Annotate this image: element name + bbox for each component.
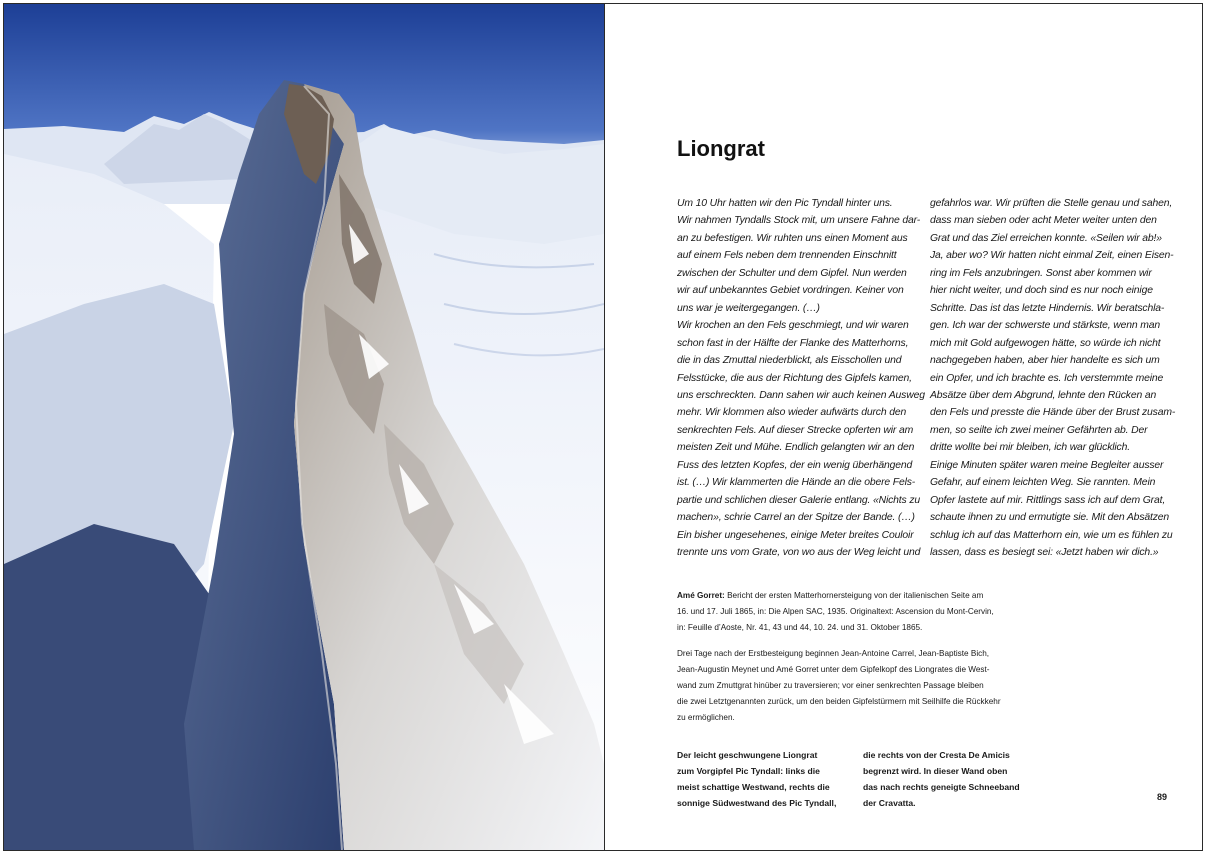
caption-line: das nach rechts geneigte Schneeband bbox=[863, 782, 1020, 792]
body-line: dritte wollte bei mir bleiben, ich war glücklich. bbox=[930, 442, 1130, 454]
body-line: uns erschreckten. Dann sahen wir auch keinen Ausweg bbox=[677, 389, 925, 401]
body-line: schon fast in der Hälfte der Flanke des Matterhorns, bbox=[677, 337, 909, 349]
body-line: trennte uns vom Grate, von wo aus der Weg leicht und bbox=[677, 547, 921, 559]
source-text: Bericht der ersten Matterhornersteigung von der italienischen Seite am bbox=[727, 591, 984, 600]
body-line: gefahrlos war. Wir prüften die Stelle genau und sahen, bbox=[930, 198, 1173, 209]
body-line: Gefahr, auf einem leichten Weg. Sie rannten. Mein bbox=[930, 477, 1156, 489]
body-line: die in das Zmuttal niederblickt, als Eisschollen und bbox=[677, 355, 902, 367]
caption-line: sonnige Südwestwand des Pic Tyndall, bbox=[677, 798, 837, 808]
context-note bbox=[677, 646, 1022, 726]
body-line: mehr. Wir klommen also wieder aufwärts durch den bbox=[677, 407, 907, 419]
chapter-title: Liongrat bbox=[677, 136, 765, 161]
caption-line: zum Vorgipfel Pic Tyndall: links die bbox=[677, 766, 820, 776]
body-line: Wir krochen an den Fels geschmiegt, und wir waren bbox=[677, 320, 909, 332]
body-line: dass man sieben oder acht Meter weiter unten den bbox=[930, 215, 1157, 227]
caption-line: meist schattige Westwand, rechts die bbox=[677, 782, 830, 792]
caption-line: Der leicht geschwungene Liongrat bbox=[677, 750, 818, 760]
source-author: Amé Gorret: bbox=[677, 591, 725, 600]
body-line: partie und schlichen dieser Galerie entlang. «Nichts zu bbox=[677, 494, 920, 506]
note-line: Jean-Augustin Meynet und Amé Gorret unter dem Gipfelkopf des Liongrates die West- bbox=[677, 665, 990, 674]
book-spread bbox=[3, 3, 1203, 851]
page-number: 89 bbox=[1157, 792, 1168, 802]
body-column-1 bbox=[677, 195, 925, 562]
body-line: lassen, dass es besiegt sei: «Jetzt haben wir dich.» bbox=[930, 547, 1159, 559]
body-line: nachgegeben haben, aber hier handelte es sich um bbox=[930, 355, 1160, 367]
body-line: Opfer lastete auf mir. Rittlings sass ich auf dem Grat, bbox=[930, 494, 1166, 506]
source-first-line bbox=[677, 588, 1022, 604]
body-line: meisten Zeit und Mühe. Endlich gelangten wir an den bbox=[677, 442, 915, 454]
body-line: schaute ihnen zu und ermutigte sie. Mit den Absätzen bbox=[930, 512, 1170, 524]
body-line: zwischen der Schulter und dem Gipfel. Nun werden bbox=[677, 267, 907, 279]
body-line: den Fels und presste die Hände über der Brust zusam- bbox=[930, 407, 1176, 419]
body-line: Einige Minuten später waren meine Begleiter ausser bbox=[930, 459, 1164, 471]
body-line: Ein bisher ungesehenes, einige Meter breites Couloir bbox=[677, 529, 914, 541]
body-line: uns war je weitergegangen. (…) bbox=[677, 302, 820, 314]
body-line: Felsstücke, die aus der Richtung des Gipfels kamen, bbox=[677, 372, 912, 384]
body-line: mich mit Gold aufgewogen hätte, so würde ich nicht bbox=[930, 337, 1161, 349]
note-line: zu ermöglichen. bbox=[677, 713, 735, 722]
body-line: men, so seilte ich zwei meiner Gefährten ab. Der bbox=[930, 424, 1148, 436]
note-line: Drei Tage nach der Erstbesteigung beginnen Jean-Antoine Carrel, Jean-Baptiste Bich, bbox=[677, 649, 990, 658]
body-line: Wir nahmen Tyndalls Stock mit, um unsere Fahne dar- bbox=[677, 215, 921, 227]
caption-line: begrenzt wird. In dieser Wand oben bbox=[863, 766, 1008, 776]
body-line: Absätze über dem Abgrund, lehnte den Rücken an bbox=[930, 389, 1157, 401]
note-line: wand zum Zmuttgrat hinüber zu traversieren; vor einer senkrechten Passage bleiben bbox=[677, 681, 984, 690]
text-page bbox=[605, 4, 1202, 850]
source-line: 16. und 17. Juli 1865, in: Die Alpen SAC, 1935. Originaltext: Ascension du Mont-Cervin, bbox=[677, 607, 994, 616]
body-line: ist. (…) Wir klammerten die Hände an die obere Fels- bbox=[677, 477, 916, 489]
note-line: die zwei Letztgenannten zurück, um den beiden Gipfelstürmern mit Seilhilfe die Rückkehr bbox=[677, 697, 1001, 706]
body-line: machen», schrie Carrel an der Spitze der Bande. (…) bbox=[677, 512, 915, 524]
matterhorn-liongrat-photo bbox=[4, 4, 604, 850]
source-citation bbox=[677, 588, 1022, 636]
photo-caption-1 bbox=[677, 747, 836, 811]
body-line: Schritte. Das ist das letzte Hindernis. Wir beratschla- bbox=[930, 302, 1165, 314]
body-line: hier nicht weiter, und doch sind es nur noch einige bbox=[930, 285, 1153, 297]
caption-line: die rechts von der Cresta De Amicis bbox=[863, 750, 1010, 760]
body-line: an zu befestigen. Wir ruhten uns einen Moment aus bbox=[677, 232, 908, 244]
body-line: Ja, aber wo? Wir hatten nicht einmal Zeit, einen Eisen- bbox=[930, 250, 1174, 262]
body-line: gen. Ich war der schwerste und stärkste, wenn man bbox=[930, 320, 1161, 332]
body-line: wir auf unbekanntes Gebiet vordringen. Keiner von bbox=[677, 285, 904, 297]
body-line: Grat und das Ziel erreichen konnte. «Seilen wir ab!» bbox=[930, 232, 1162, 244]
body-line: ein Opfer, und ich brachte es. Ich verstemmte meine bbox=[930, 372, 1164, 384]
body-column-2 bbox=[930, 195, 1176, 562]
body-line: Fuss des letzten Kopfes, der ein wenig überhängend bbox=[677, 459, 913, 471]
body-line: senkrechten Fels. Auf dieser Strecke opferten wir am bbox=[677, 424, 914, 436]
caption-line: der Cravatta. bbox=[863, 798, 916, 808]
body-line: Um 10 Uhr hatten wir den Pic Tyndall hinter uns. bbox=[677, 198, 893, 209]
photo-caption-2 bbox=[863, 747, 1020, 811]
source-line: in: Feuille d’Aoste, Nr. 41, 43 und 44, 10. 24. und 31. Oktober 1865. bbox=[677, 623, 923, 632]
body-line: auf einem Fels neben dem trennenden Einschnitt bbox=[677, 250, 897, 262]
body-line: schlug ich auf das Matterhorn ein, wie um es fühlen zu bbox=[930, 529, 1173, 541]
body-line: ring im Fels anzubringen. Sonst aber kommen wir bbox=[930, 267, 1152, 279]
